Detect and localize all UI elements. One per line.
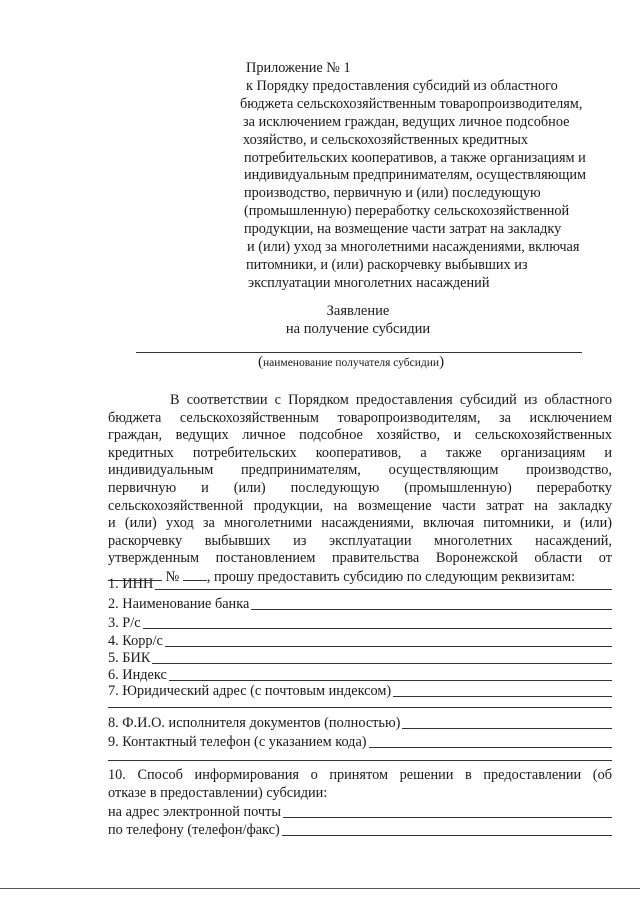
bank-name-input-line[interactable] [251,608,612,610]
field-label: 5. БИК [108,650,151,666]
paragraph-line: граждан, ведущих личное подсобное хозяйство, и сельскохозяйственных [108,427,612,444]
field-label: по телефону (телефон/факс) [108,822,280,838]
phone-fax-input-line[interactable] [282,834,612,836]
field-label: 4. Корр/с [108,633,163,649]
document-subtitle: на получение субсидии [285,321,431,337]
notification-method-line: отказе в предоставлении) субсидии: [108,784,328,801]
phone-notification-field[interactable] [108,821,612,839]
settlement-account-field[interactable] [108,614,612,632]
appendix-line: Приложение № 1 [246,60,351,76]
paragraph-line: и (или) уход за многолетними насаждениями, включая питомники, и (или) [108,515,612,532]
field-label: 3. Р/с [108,615,141,631]
paragraph-line: утвержденным постановлением правительства Воронежской области от [108,550,612,567]
caption-open-paren: ( [258,354,263,370]
email-input-line[interactable] [283,816,612,818]
legal-address-continuation-line[interactable] [108,707,612,708]
notification-method-line: 10. Способ информирования о принятом решении в предоставлении (об [108,767,612,783]
appendix-line: потребительских кооперативов, а также организациям и [244,149,586,166]
appendix-line: производство, первичную и (или) последующую [244,185,541,202]
field-label: 6. Индекс [108,667,167,683]
page-bottom-edge [0,888,640,889]
inn-field[interactable] [108,575,612,593]
appendix-line: продукции, на возмещение части затрат на закладку [244,221,562,238]
appendix-line: бюджета сельскохозяйственным товаропроизводителям, [240,95,583,112]
postal-index-input-line[interactable] [169,679,612,681]
appendix-line: индивидуальным предпринимателям, осуществляющим [244,167,587,184]
corr-account-input-line[interactable] [165,645,612,647]
legal-address-input-line[interactable] [393,695,612,697]
document-title: Заявление [326,303,390,319]
paragraph-line: раскорчевку выбывших из эксплуатации многолетних насаждений, [108,532,612,549]
bik-input-line[interactable] [152,662,612,664]
field-label: 8. Ф.И.О. исполнителя документов (полностью) [108,715,401,731]
paragraph-line: индивидуальным предпринимателям, осуществляющим производство, [108,462,612,479]
recipient-name-line[interactable] [136,352,582,353]
field-label: 1. ИНН [108,576,154,592]
appendix-line: эксплуатации многолетних насаждений [248,274,490,291]
recipient-name-caption [258,355,444,370]
appendix-line: хозяйство, и сельскохозяйственных кредитных [243,131,528,148]
executor-name-field[interactable] [108,714,612,732]
bik-field[interactable] [108,649,612,667]
appendix-line: к Порядку предоставления субсидий из областного [246,77,558,94]
field-label: 9. Контактный телефон (с указанием кода) [108,734,367,750]
email-notification-field[interactable] [108,803,612,821]
contact-phone-continuation-line[interactable] [108,760,612,761]
notification-method-paragraph [108,767,612,802]
contact-phone-input-line[interactable] [369,746,612,748]
paragraph-line: первичную и (или) последующую (промышленную) переработку [108,479,612,496]
field-label: на адрес электронной почты [108,804,281,820]
paragraph-line: бюджета сельскохозяйственным товаропроизводителям, за исключением [108,409,612,426]
caption-text: наименование получателя субсидии [263,357,440,369]
appendix-line: питомники, и (или) раскорчевку выбывших из [246,256,528,273]
paragraph-last-line-text: , прошу предоставить субсидию по следующим реквизитам: [206,568,576,585]
contact-phone-field[interactable] [108,733,612,751]
settlement-account-input-line[interactable] [143,627,612,629]
paragraph-line: сельскохозяйственной продукции, на возмещение части затрат на закладку [108,497,612,514]
appendix-line: и (или) уход за многолетними насаждениями, включая [247,239,580,256]
inn-input-line[interactable] [155,588,612,590]
corr-account-field[interactable] [108,632,612,650]
appendix-header [240,60,618,293]
caption-close-paren: ) [439,354,445,370]
paragraph-line: кредитных потребительских кооперативов, а также организациям и [108,444,612,461]
request-paragraph [108,392,612,587]
legal-address-field[interactable] [108,682,612,700]
field-label: 7. Юридический адрес (с почтовым индексом) [108,683,392,699]
appendix-line: за исключением граждан, ведущих личное подсобное [243,113,570,130]
bank-name-field[interactable] [108,595,612,613]
appendix-line: (промышленную) переработку сельскохозяйственной [244,203,570,220]
field-label: 2. Наименование банка [108,596,250,612]
number-sign: № [165,568,180,585]
paragraph-line: В соответствии с Порядком предоставления субсидий из областного [170,392,612,408]
executor-name-input-line[interactable] [402,727,612,729]
